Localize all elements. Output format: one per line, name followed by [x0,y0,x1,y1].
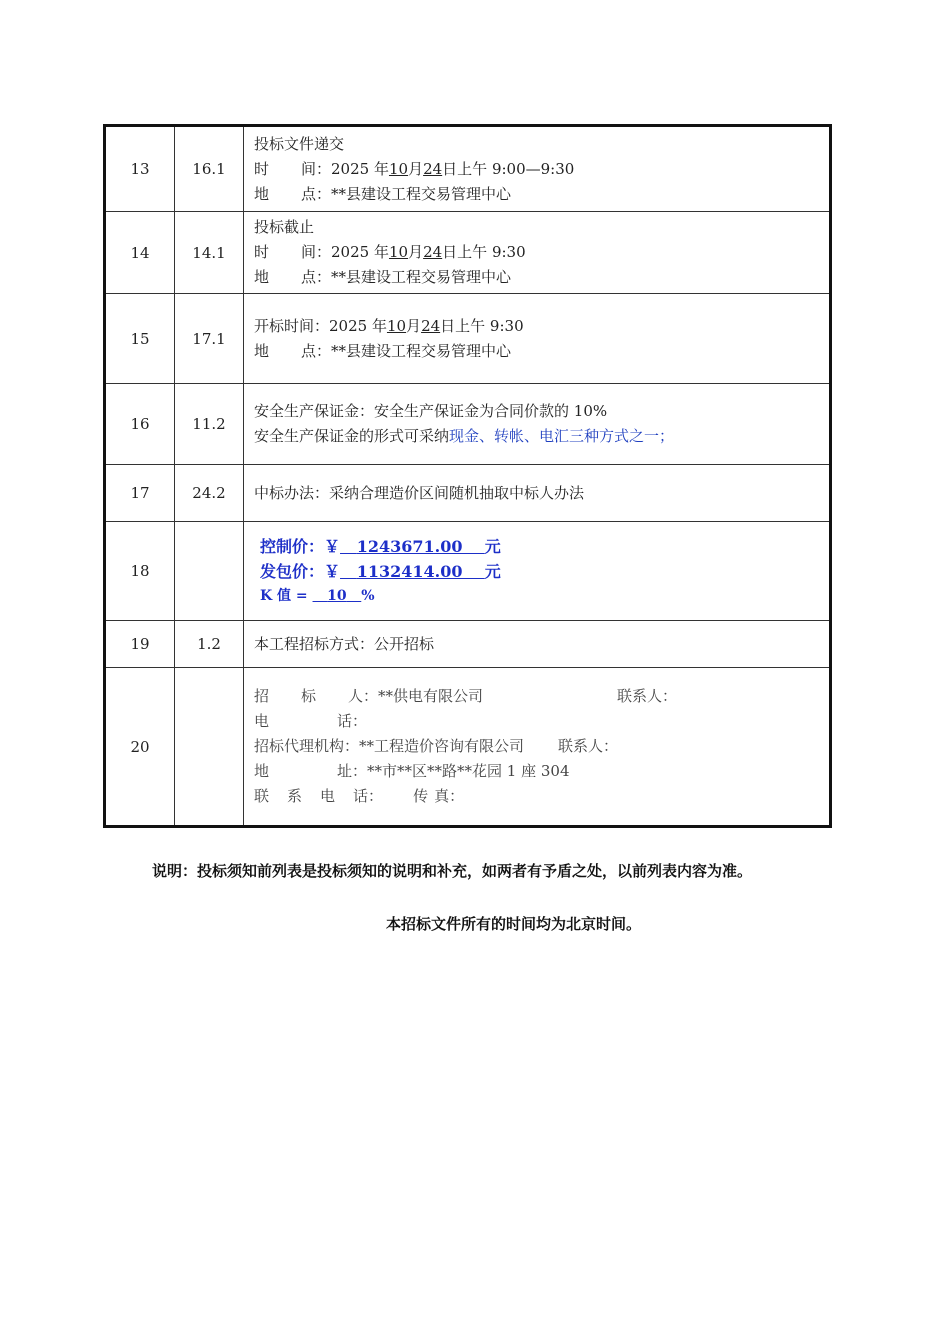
clause-number: 14.1 [175,212,244,294]
row-content [244,465,831,522]
row-number: 13 [105,126,175,212]
time-line: 时 间：2025 年10月24日上午 9:00—9:30 [254,159,575,178]
row-number: 20 [105,668,175,827]
row-content [244,126,831,212]
clause-number: 24.2 [175,465,244,522]
tender-method-line: 本工程招标方式：公开招标 [254,634,435,653]
row-number: 17 [105,465,175,522]
agency-line: 招标代理机构：**工程造价咨询有限公司 联系人： [254,737,619,755]
control-price: 控制价：￥ 1243671.00 元 [260,536,501,556]
contact-line: 联 系 电 话： 传 真： [254,787,465,805]
clause-number: 11.2 [175,384,244,465]
row-content [244,668,831,827]
time-line: 时 间：2025 年10月24日上午 9:30 [254,243,526,261]
row-content [244,621,831,668]
row-number: 18 [105,522,175,621]
row-number: 14 [105,212,175,294]
phone-line: 电 话： [254,712,368,730]
row-content [244,212,831,294]
time-line: 开标时间：2025 年10月24日上午 9:30 [254,316,524,335]
deposit-form-line: 安全生产保证金的形式可采纳现金、转帐、电汇三种方式之一； [254,427,675,445]
clause-number [175,668,244,827]
deposit-line: 安全生产保证金：安全生产保证金为合同价款的 10% [254,402,608,420]
award-method-line: 中标办法：采纳合理造价区间随机抽取中标人办法 [254,483,585,502]
table-note: 说明：投标须知前列表是投标须知的说明和补充，如两者有予盾之处，以前列表内容为准。 [152,862,753,880]
place-line: 地 点：**县建设工程交易管理中心 [254,341,512,360]
row-number: 19 [105,621,175,668]
table-row [105,126,831,212]
clause-number: 16.1 [175,126,244,212]
clause-number: 1.2 [175,621,244,668]
place-line: 地 点：**县建设工程交易管理中心 [254,268,512,286]
table-row [105,294,831,384]
table-row [105,212,831,294]
clause-number: 17.1 [175,294,244,384]
table-row [105,621,831,668]
place-line: 地 点：**县建设工程交易管理中心 [254,184,512,203]
row-heading: 投标文件递交 [254,134,345,153]
bid-info-table [103,124,832,828]
row-content [244,384,831,465]
tenderer-line: 招 标 人：**供电有限公司 联系人： [254,687,678,705]
row-content [244,294,831,384]
payment-methods: 现金、转帐、电汇三种方式之一； [449,427,675,445]
address-line: 地 址：**市**区**路**花园 1 座 304 [254,762,570,780]
row-number: 15 [105,294,175,384]
row-number: 16 [105,384,175,465]
row-heading: 投标截止 [254,218,315,236]
table-row [105,522,831,621]
table-row [105,465,831,522]
table-row [105,668,831,827]
k-value: K 值 = 10 % [260,587,375,604]
time-note: 本招标文件所有的时间均为北京时间。 [386,915,642,933]
table-row [105,384,831,465]
row-content [244,522,831,621]
contract-price: 发包价：￥ 1132414.00 元 [260,561,501,581]
clause-number [175,522,244,621]
